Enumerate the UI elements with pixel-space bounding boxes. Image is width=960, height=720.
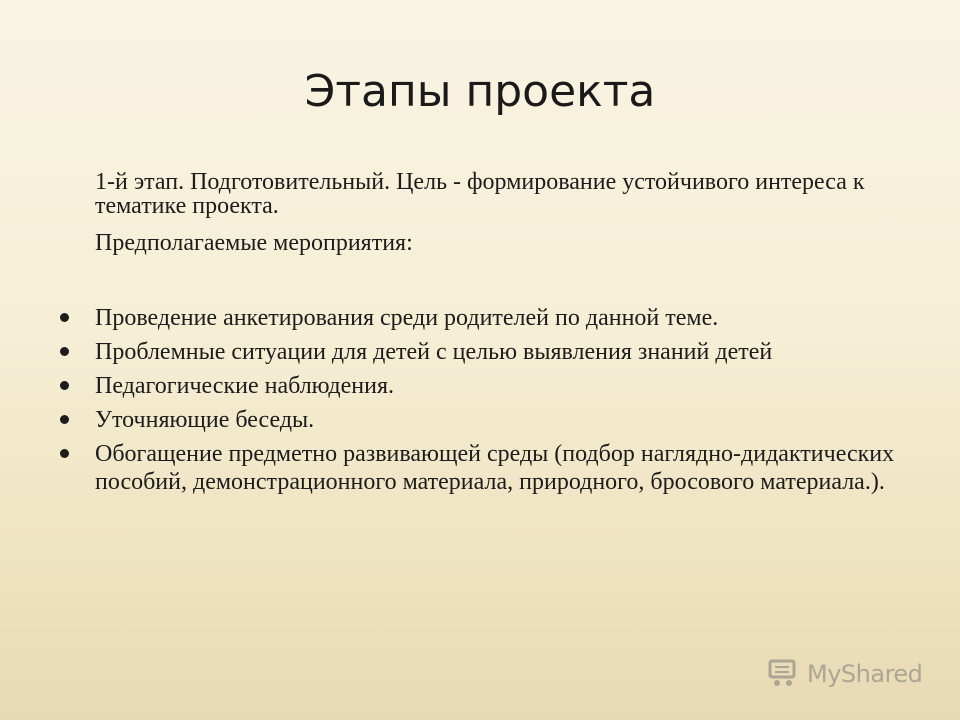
- bullet-icon: [60, 313, 69, 322]
- list-item: [57, 406, 897, 434]
- activities-list: [57, 304, 897, 502]
- bullet-icon: [60, 347, 69, 356]
- watermark-text: MyShared: [807, 660, 923, 688]
- list-item-text: Обогащение предметно развивающей среды (подбор наглядно-дидактических пособий, демонстрационного материала, природного, бросового материала.).: [95, 441, 895, 495]
- list-item-text: Проведение анкетирования среди родителей по данной теме.: [95, 305, 719, 331]
- shopping-cart-icon: [767, 655, 801, 694]
- list-item-text: Проблемные ситуации для детей с целью выявления знаний детей: [95, 339, 773, 365]
- list-item-text: Педагогические наблюдения.: [95, 373, 394, 399]
- planned-activities-label: Предполагаемые мероприятия:: [95, 230, 413, 256]
- bullet-icon: [60, 381, 69, 390]
- list-item: [57, 304, 897, 332]
- stage-description: 1-й этап. Подготовительный. Цель - формирование устойчивого интереса к тематике проекта.: [95, 169, 865, 219]
- slide-title: Этапы проекта: [304, 66, 656, 117]
- list-item: [57, 372, 897, 400]
- list-item: [57, 440, 897, 496]
- list-item-text: Уточняющие беседы.: [95, 407, 315, 433]
- bullet-icon: [60, 449, 69, 458]
- list-item: [57, 338, 897, 366]
- bullet-icon: [60, 415, 69, 424]
- intro-block: [95, 170, 895, 268]
- myshared-watermark: [767, 656, 922, 692]
